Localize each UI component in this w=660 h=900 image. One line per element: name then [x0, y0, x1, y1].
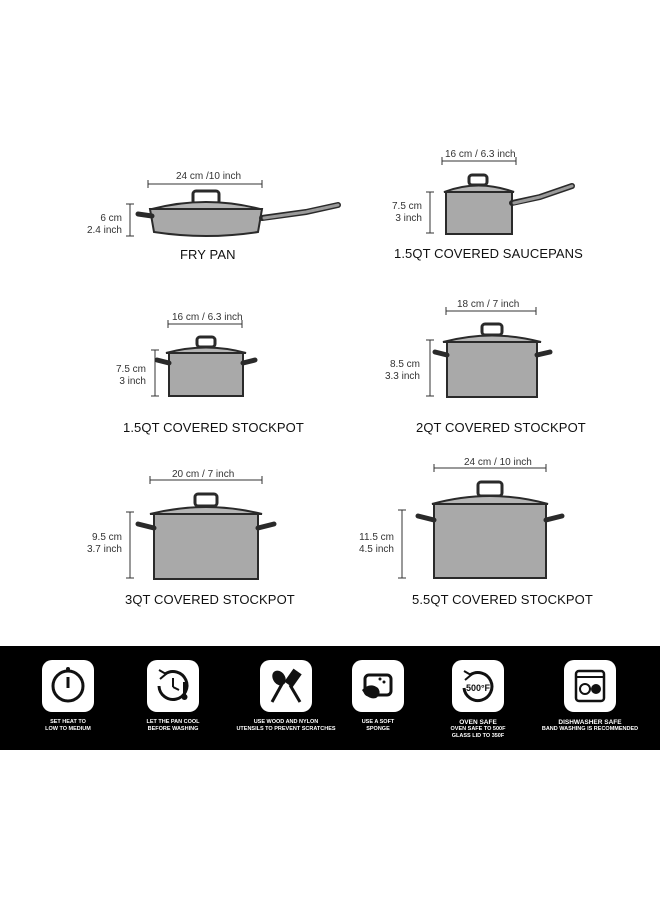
cooling-clock-icon	[147, 660, 199, 712]
width-dimension: 18 cm / 7 inch	[457, 299, 520, 310]
dishwasher-icon	[564, 660, 616, 712]
care-item-sponge	[328, 660, 428, 733]
care-caption: DISHWASHER SAFE BAND WASHING IS RECOMMENDED	[541, 719, 639, 732]
height-dimension: 6 cm 2.4 inch	[86, 213, 122, 236]
stove-dial-icon	[42, 660, 94, 712]
stockpot-illustration	[420, 305, 570, 400]
oven-temp-icon	[452, 660, 504, 712]
width-dimension: 16 cm / 6.3 inch	[445, 149, 516, 160]
care-item-oven	[428, 660, 528, 740]
care-caption: USE A SOFT SPONGE	[361, 719, 395, 732]
fry-pan-illustration	[120, 178, 350, 248]
care-item-cool	[123, 660, 223, 733]
height-dimension: 9.5 cm 3.7 inch	[86, 532, 122, 555]
item-label: 5.5QT COVERED STOCKPOT	[412, 592, 593, 607]
care-caption: USE WOOD AND NYLON UTENSILS TO PREVENT SCRATCHES	[236, 719, 336, 732]
width-dimension: 24 cm / 10 inch	[464, 457, 532, 468]
item-label: FRY PAN	[180, 247, 236, 262]
stockpot-illustration	[145, 318, 265, 403]
item-label: 3QT COVERED STOCKPOT	[125, 592, 295, 607]
width-dimension: 20 cm / 7 inch	[172, 469, 235, 480]
sponge-icon	[352, 660, 404, 712]
care-item-heat	[18, 660, 118, 733]
oven-temp-badge: 500°F	[465, 683, 491, 693]
care-caption: SET HEAT TO LOW TO MEDIUM	[45, 719, 91, 732]
stockpot-illustration	[392, 462, 582, 587]
height-dimension: 7.5 cm 3 inch	[391, 201, 422, 224]
width-dimension: 24 cm /10 inch	[176, 171, 242, 182]
height-dimension: 8.5 cm 3.3 inch	[384, 359, 420, 382]
saucepan-illustration	[420, 155, 590, 240]
item-label: 1.5QT COVERED SAUCEPANS	[394, 246, 583, 261]
height-dimension: 11.5 cm 4.5 inch	[358, 532, 394, 555]
care-caption: LET THE PAN COOL BEFORE WASHING	[146, 719, 200, 732]
width-dimension: 16 cm / 6.3 inch	[172, 312, 243, 323]
care-item-dishwasher	[540, 660, 640, 733]
care-caption: OVEN SAFE OVEN SAFE TO 500F GLASS LID TO 350F	[450, 719, 506, 739]
care-item-utensils	[236, 660, 336, 733]
utensils-icon	[260, 660, 312, 712]
item-label: 2QT COVERED STOCKPOT	[416, 420, 586, 435]
item-label: 1.5QT COVERED STOCKPOT	[123, 420, 304, 435]
height-dimension: 7.5 cm 3 inch	[115, 364, 146, 387]
stockpot-illustration	[120, 474, 290, 584]
